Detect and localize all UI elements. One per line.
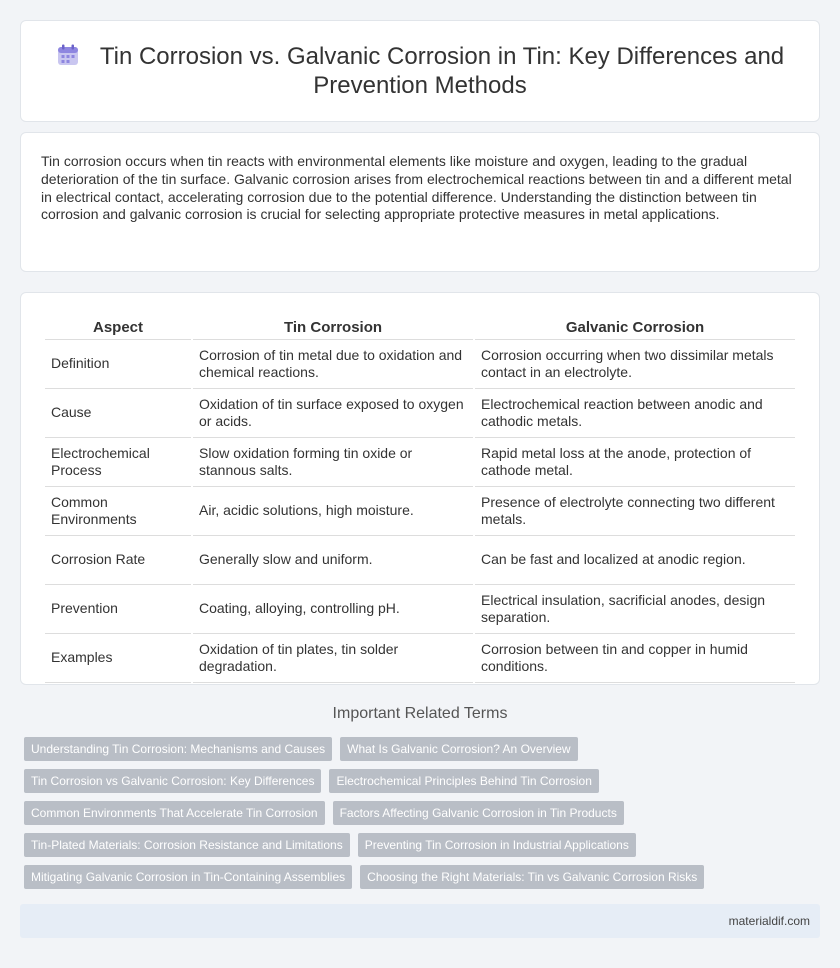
table-cell: Cause (45, 389, 191, 438)
column-header-galvanic-corrosion: Galvanic Corrosion (475, 315, 795, 340)
related-term-link[interactable]: Choosing the Right Materials: Tin vs Galvanic Corrosion Risks (360, 865, 704, 889)
tag-row (24, 801, 814, 825)
related-term-link[interactable]: Preventing Tin Corrosion in Industrial Applications (358, 833, 636, 857)
table-cell: Electrochemical reaction between anodic and cathodic metals. (475, 389, 795, 438)
comparison-table (43, 315, 797, 683)
table-row (45, 340, 795, 389)
related-term-link[interactable]: Factors Affecting Galvanic Corrosion in Tin Products (333, 801, 624, 825)
related-term-link[interactable]: What Is Galvanic Corrosion? An Overview (340, 737, 577, 761)
table-row (45, 389, 795, 438)
related-term-link[interactable]: Electrochemical Principles Behind Tin Corrosion (329, 769, 598, 793)
tag-row (24, 737, 814, 761)
tag-row (24, 769, 814, 793)
table-cell: Examples (45, 634, 191, 683)
column-header-aspect: Aspect (45, 315, 191, 340)
intro-paragraph: Tin corrosion occurs when tin reacts with environmental elements like moisture and oxygen, leading to the gradual deterioration of the tin surface. Galvanic corrosion arises from electrochemical reactions between tin and a different metal in electrical contact, accelerating corrosion due to the potential difference. Understanding the distinction between tin corrosion and galvanic corrosion is crucial for selecting appropriate protective measures in metal applications. (41, 153, 792, 223)
related-term-link[interactable]: Tin Corrosion vs Galvanic Corrosion: Key Differences (24, 769, 321, 793)
table-header-row (45, 315, 795, 340)
table-cell: Slow oxidation forming tin oxide or stannous salts. (193, 438, 473, 487)
table-row (45, 536, 795, 585)
table-row (45, 634, 795, 683)
table-cell: Oxidation of tin plates, tin solder degradation. (193, 634, 473, 683)
related-term-link[interactable]: Common Environments That Accelerate Tin Corrosion (24, 801, 325, 825)
footer-site-link[interactable]: materialdif.com (728, 914, 810, 928)
related-terms-heading: Important Related Terms (332, 705, 508, 722)
column-header-tin-corrosion: Tin Corrosion (193, 315, 473, 340)
related-term-link[interactable]: Mitigating Galvanic Corrosion in Tin-Containing Assemblies (24, 865, 352, 889)
title-card (20, 20, 820, 122)
table-cell: Air, acidic solutions, high moisture. (193, 487, 473, 536)
table-cell: Corrosion of tin metal due to oxidation and chemical reactions. (193, 340, 473, 389)
table-cell: Electrochemical Process (45, 438, 191, 487)
table-cell: Corrosion between tin and copper in humid conditions. (475, 634, 795, 683)
page-title (51, 42, 789, 100)
intro-card (20, 132, 820, 272)
table-cell: Corrosion Rate (45, 536, 191, 585)
related-term-link[interactable]: Understanding Tin Corrosion: Mechanisms and Causes (24, 737, 332, 761)
table-cell: Oxidation of tin surface exposed to oxygen or acids. (193, 389, 473, 438)
table-cell: Coating, alloying, controlling pH. (193, 585, 473, 634)
table-cell: Rapid metal loss at the anode, protection of cathode metal. (475, 438, 795, 487)
table-row (45, 585, 795, 634)
page-title-text: Tin Corrosion vs. Galvanic Corrosion in Tin: Key Differences and Prevention Methods (99, 43, 785, 99)
table-cell: Definition (45, 340, 191, 389)
table-cell: Generally slow and uniform. (193, 536, 473, 585)
comparison-card (20, 292, 820, 685)
table-row (45, 438, 795, 487)
tag-row (24, 865, 814, 889)
related-terms-list (24, 737, 814, 897)
related-term-link[interactable]: Tin-Plated Materials: Corrosion Resistance and Limitations (24, 833, 350, 857)
table-cell: Corrosion occurring when two dissimilar metals contact in an electrolyte. (475, 340, 795, 389)
table-cell: Common Environments (45, 487, 191, 536)
table-cell: Can be fast and localized at anodic region. (475, 536, 795, 585)
footer (20, 904, 820, 938)
table-row (45, 487, 795, 536)
table-cell: Prevention (45, 585, 191, 634)
table-cell: Presence of electrolyte connecting two different metals. (475, 487, 795, 536)
calendar-icon (56, 43, 80, 67)
tag-row (24, 833, 814, 857)
table-cell: Electrical insulation, sacrificial anodes, design separation. (475, 585, 795, 634)
